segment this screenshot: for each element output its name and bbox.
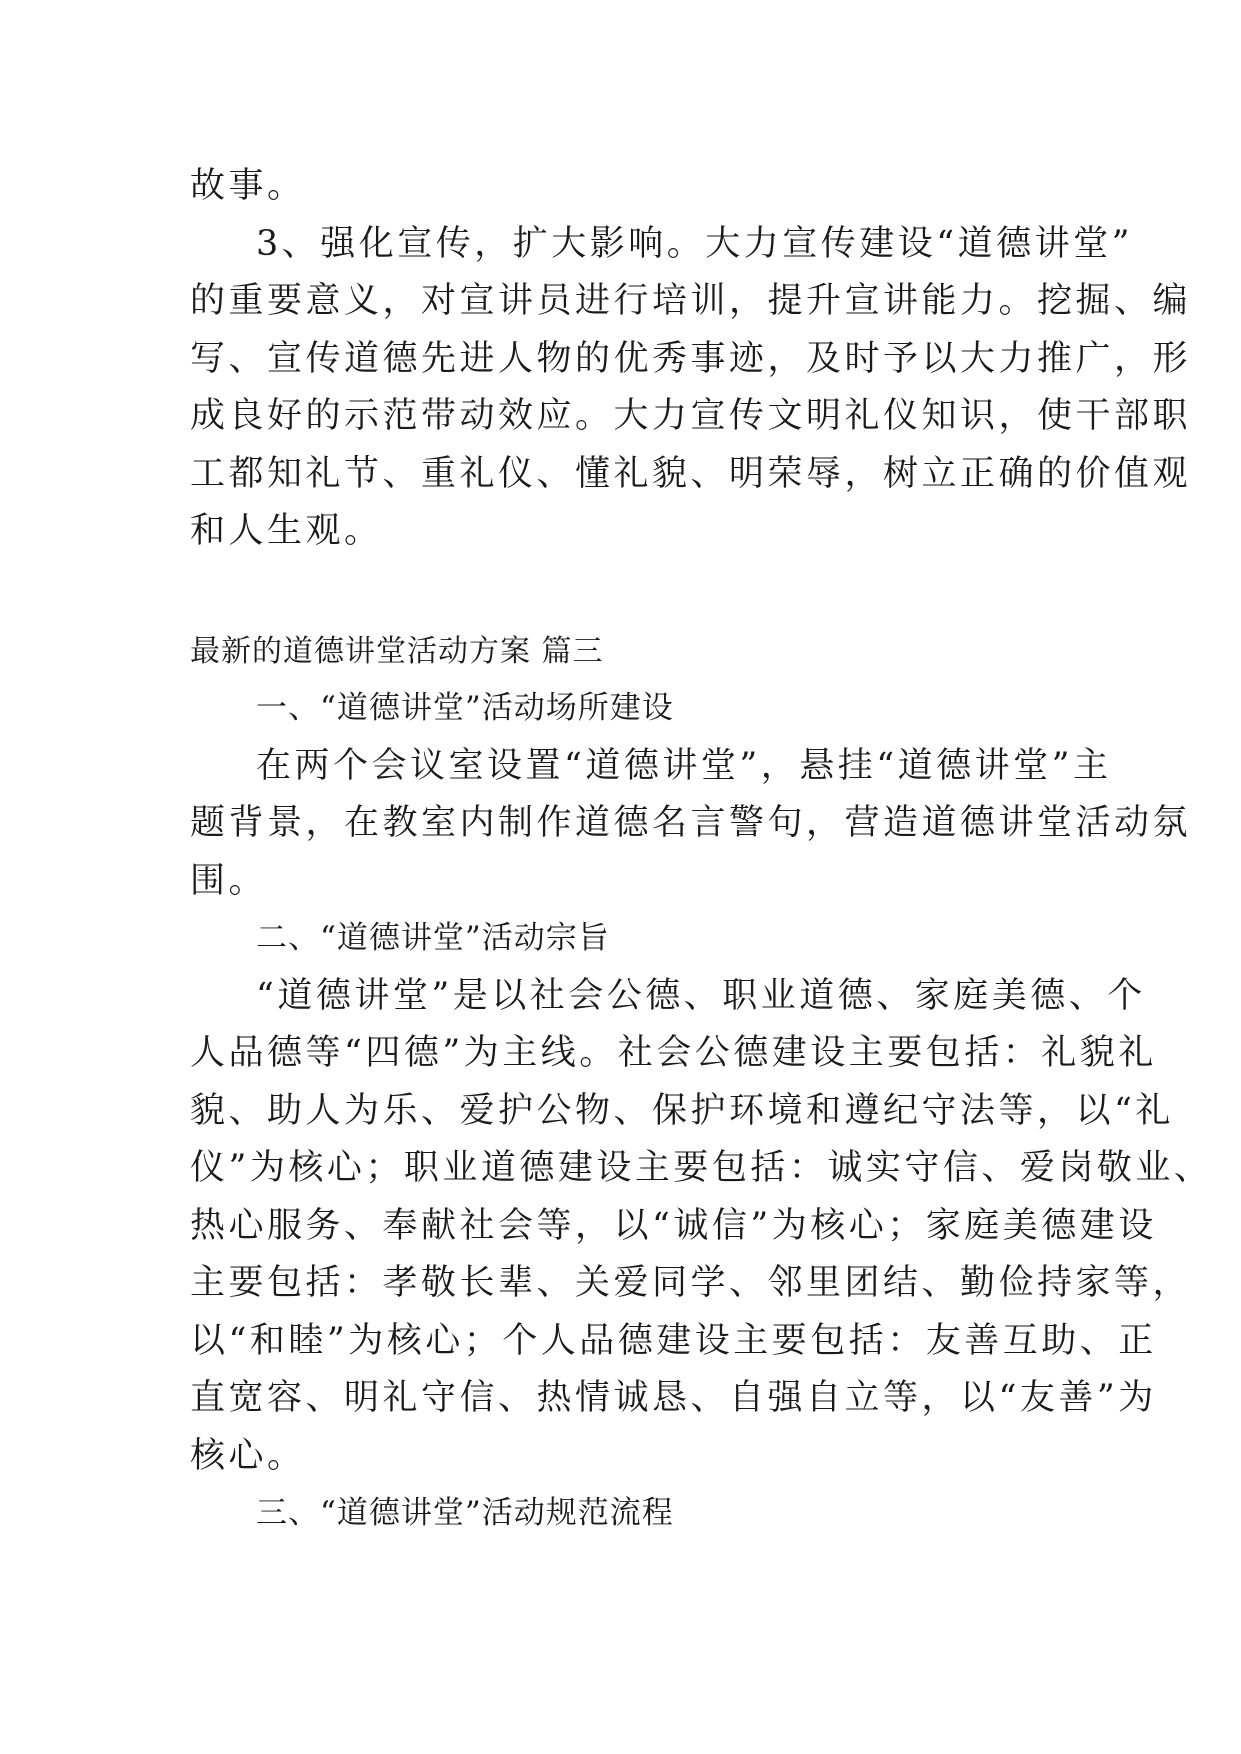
paragraph-line: 工都知礼节、重礼仪、懂礼貌、明荣辱，树立正确的价值观	[190, 453, 1192, 494]
paragraph-line: 主要包括：孝敬长辈、关爱同学、邻里团结、勤俭持家等，	[190, 1263, 1192, 1303]
paragraph-line: 热心服务、奉献社会等，以“诚信”为核心；家庭美德建设	[190, 1205, 1157, 1246]
paragraph-line: 在两个会议室设置“道德讲堂”，悬挂“道德讲堂”主	[256, 745, 1112, 786]
section-title: 三、“道德讲堂”活动规范流程	[256, 1495, 674, 1531]
paragraph-line: 围。	[190, 860, 268, 901]
section-gap	[190, 561, 1060, 623]
paragraph-line: 貌、助人为乐、爱护公物、保护环境和遵纪守法等，以“礼	[190, 1090, 1174, 1131]
paragraph-line: 和人生观。	[190, 511, 383, 551]
paragraph-line: 直宽容、明礼守信、热情诚恳、自强自立等，以“友善”为	[190, 1378, 1157, 1418]
section-title: 二、“道德讲堂”活动宗旨	[256, 920, 610, 956]
paragraph-line: 仪”为核心；职业道德建设主要包括：诚实守信、爱岗敬业、	[190, 1148, 1213, 1188]
paragraph-line: 人品德等“四德”为主线。社会公德建设主要包括：礼貌礼	[190, 1033, 1157, 1073]
paragraph-line: 核心。	[190, 1435, 306, 1476]
paragraph-line: 写、宣传道德先进人物的优秀事迹，及时予以大力推广，形	[190, 338, 1192, 379]
paragraph-line: 题背景，在教室内制作道德名言警句，营造道德讲堂活动氛	[190, 803, 1192, 843]
paragraph-line: 故事。	[190, 166, 306, 206]
section-title: 一、“道德讲堂”活动场所建设	[256, 690, 674, 726]
paragraph-line: 成良好的示范带动效应。大力宣传文明礼仪知识，使干部职	[190, 396, 1192, 436]
paragraph-line: 以“和睦”为核心；个人品德建设主要包括：友善互助、正	[190, 1320, 1157, 1361]
document-body	[190, 158, 1213, 1543]
article-heading: 最新的道德讲堂活动方案 篇三	[190, 633, 604, 669]
paragraph-line: “道德讲堂”是以社会公德、职业道德、家庭美德、个	[256, 975, 1146, 1016]
paragraph-line: 3、强化宣传，扩大影响。大力宣传建设“道德讲堂”	[256, 223, 1134, 264]
paragraph-line: 的重要意义，对宣讲员进行培训，提升宣讲能力。挖掘、编	[190, 281, 1192, 321]
